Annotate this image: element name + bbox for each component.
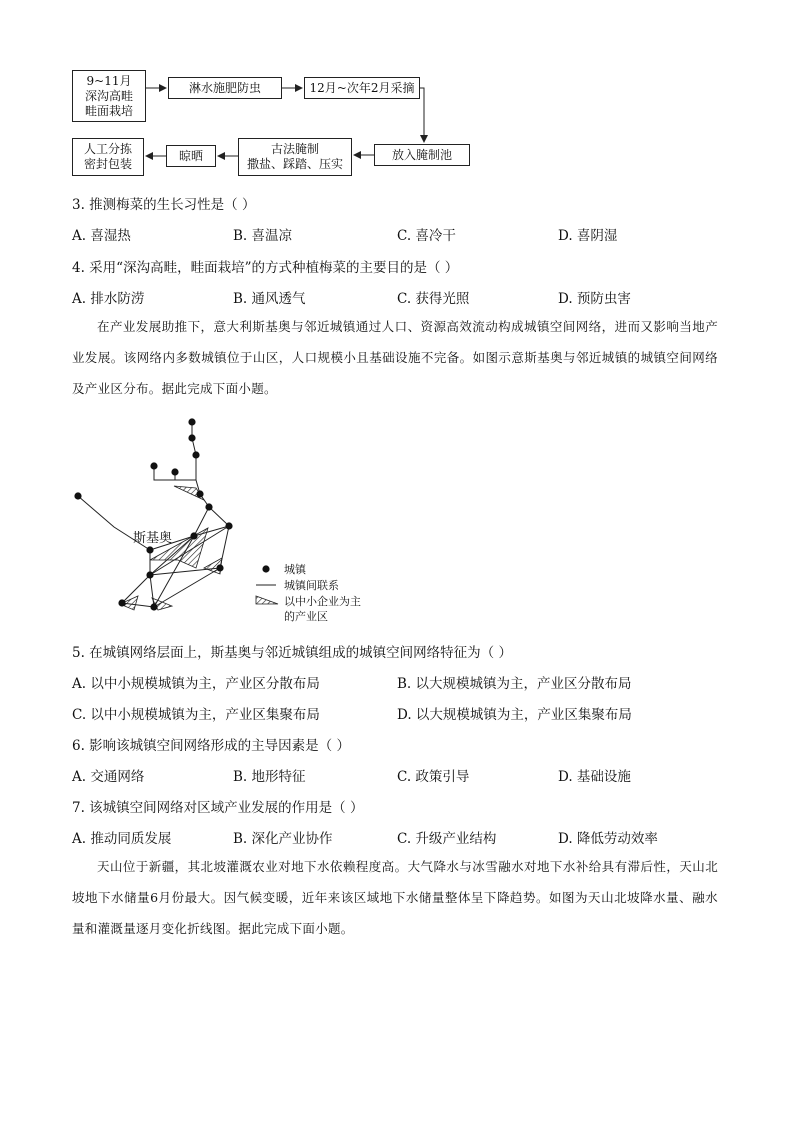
q4-option-b[interactable]: B. 通风透气 — [233, 291, 306, 307]
flow-text: 9~11月 — [86, 73, 132, 88]
legend-town-icon — [262, 565, 269, 572]
town-dot — [190, 532, 197, 539]
flow-text: 深沟高畦 — [84, 88, 133, 103]
legend-town-label: 城镇 — [284, 563, 306, 576]
passage-schio: 在产业发展助推下，意大利斯基奥与邻近城镇通过人口、资源高效流动构成城镇空间网络，进而又影响当地产业发展。该网络内多数城镇位于山区，人口规模小且基础设施不完备。如图示意斯基奥与邻近城镇的城镇空间网络及产业区分布。据此完成下面小题。 — [72, 319, 718, 396]
q7-option-d[interactable]: D. 降低劳动效率 — [558, 831, 658, 847]
flow-text: 放入腌制池 — [391, 147, 452, 162]
q4-option-a[interactable]: A. 排水防涝 — [72, 291, 145, 307]
town-dot — [171, 468, 178, 475]
q6-option-b[interactable]: B. 地形特征 — [233, 769, 306, 785]
q7-option-c[interactable]: C. 升级产业结构 — [397, 831, 497, 847]
question-3: 3. 推测梅菜的生长习性是（ ） — [72, 197, 256, 213]
town-dot — [196, 490, 203, 497]
q3-option-a[interactable]: A. 喜湿热 — [72, 228, 131, 244]
flow-text: 12月~次年2月采摘 — [309, 80, 415, 95]
flow-text: 畦面栽培 — [84, 103, 133, 118]
passage-tianshan: 天山位于新疆，其北坡灌溉农业对地下水依赖程度高。大气降水与冰雪融水对地下水补给具有滞后性，天山北坡地下水储量6月份最大。因气候变暖，近年来该区域地下水储量整体呈下降趋势。如图为天山北坡降水量、融水量和灌溉量逐月变化折线图。据此完成下面小题。 — [72, 859, 718, 936]
town-dot — [146, 571, 153, 578]
town-dot — [225, 522, 232, 529]
q5-option-c[interactable]: C. 以中小规模城镇为主，产业区集聚布局 — [72, 707, 320, 723]
town-dot — [188, 434, 195, 441]
town-dot — [216, 564, 223, 571]
q6-option-a[interactable]: A. 交通网络 — [72, 769, 145, 785]
town-dot — [146, 546, 153, 553]
town-dot — [205, 503, 212, 510]
legend-zone-label: 的产业区 — [284, 610, 328, 623]
flow-text: 撒盐、踩踏、压实 — [246, 157, 343, 171]
question-7: 7. 该城镇空间网络对区域产业发展的作用是（ ） — [72, 800, 364, 816]
town-dot — [74, 492, 81, 499]
city-label-schio: 斯基奥 — [133, 531, 173, 546]
flow-text: 人工分拣 — [83, 142, 132, 156]
q4-option-c[interactable]: C. 获得光照 — [397, 291, 470, 307]
town-dot — [150, 603, 157, 610]
question-6: 6. 影响该城镇空间网络形成的主导因素是（ ） — [72, 738, 350, 754]
flowchart-arrows — [0, 0, 794, 200]
legend-zone-icon — [256, 596, 278, 604]
flow-text: 古法腌制 — [270, 142, 319, 156]
q6-option-d[interactable]: D. 基础设施 — [558, 769, 631, 785]
q5-option-d[interactable]: D. 以大规模城镇为主，产业区集聚布局 — [397, 707, 632, 723]
flow-text: 淋水施肥防虫 — [188, 80, 261, 95]
arrow-3 — [420, 88, 424, 142]
town-links — [78, 422, 229, 607]
flow-text: 密封包装 — [83, 157, 132, 171]
q3-option-d[interactable]: D. 喜阴湿 — [558, 228, 618, 244]
towns — [74, 418, 232, 610]
question-4: 4. 采用“深沟高畦，畦面栽培”的方式种植梅菜的主要目的是（ ） — [72, 260, 459, 276]
q4-option-d[interactable]: D. 预防虫害 — [558, 291, 631, 307]
q5-option-a[interactable]: A. 以中小规模城镇为主，产业区分散布局 — [72, 676, 320, 692]
town-dot — [192, 451, 199, 458]
map-legend — [256, 562, 361, 623]
question-5: 5. 在城镇网络层面上，斯基奥与邻近城镇组成的城镇空间网络特征为（ ） — [72, 645, 512, 661]
q3-option-b[interactable]: B. 喜温凉 — [233, 228, 293, 244]
town-dot — [118, 599, 125, 606]
legend-link-label: 城镇间联系 — [284, 579, 339, 592]
q3-option-c[interactable]: C. 喜冷干 — [397, 228, 456, 244]
legend-zone-label: 以中小企业为主 — [284, 595, 361, 608]
q6-option-c[interactable]: C. 政策引导 — [397, 769, 470, 785]
town-dot — [188, 418, 195, 425]
q7-option-b[interactable]: B. 深化产业协作 — [233, 831, 333, 847]
q7-option-a[interactable]: A. 推动同质发展 — [72, 831, 172, 847]
flow-text: 晾晒 — [178, 148, 203, 163]
town-dot — [150, 462, 157, 469]
town-network-map — [60, 410, 390, 630]
q5-option-b[interactable]: B. 以大规模城镇为主，产业区分散布局 — [397, 676, 632, 692]
